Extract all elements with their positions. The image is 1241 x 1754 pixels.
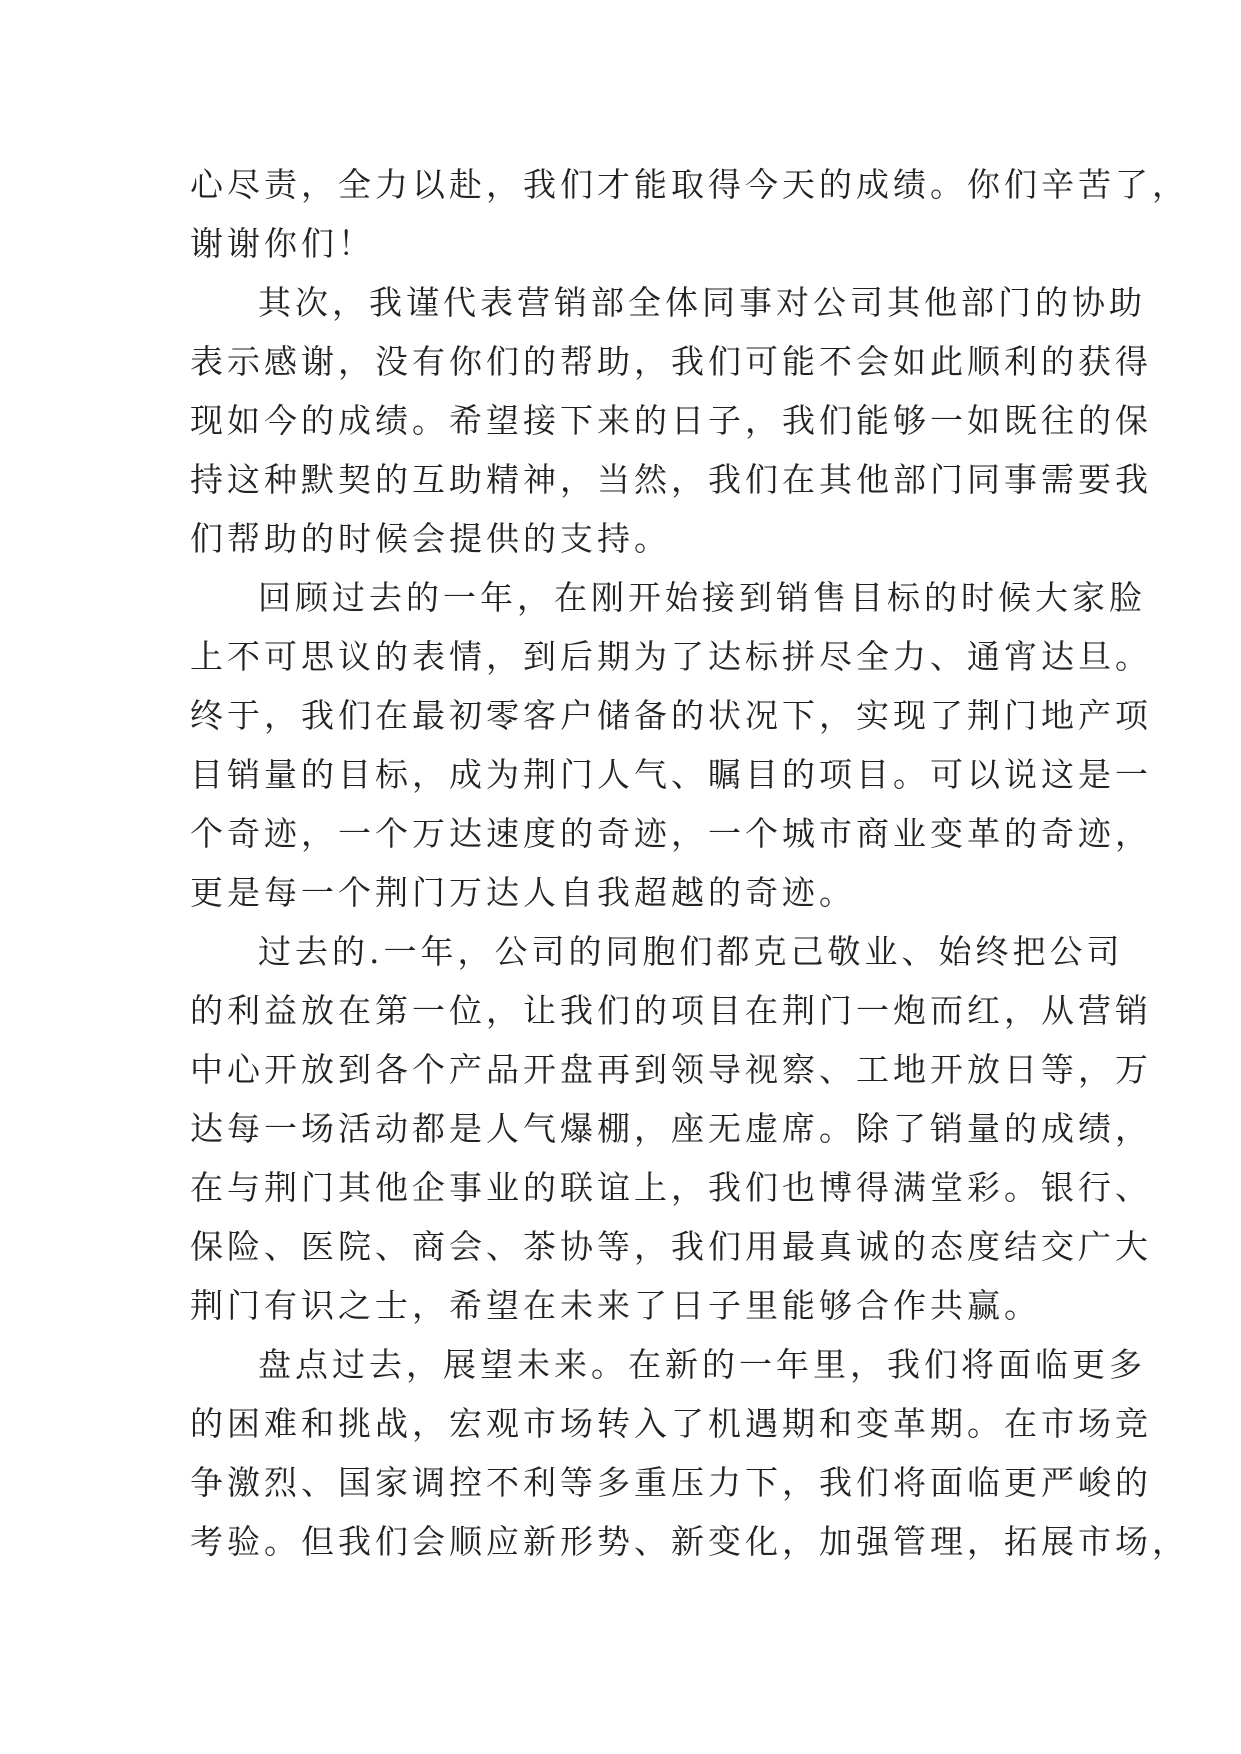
text-line: 的利益放在第一位，让我们的项目在荆门一炮而红，从营销 [190, 991, 1152, 1030]
text-line: 心尽责，全力以赴，我们才能取得今天的成绩。你们辛苦了， [190, 165, 1189, 204]
text-line: 上不可思议的表情，到后期为了达标拼尽全力、通宵达旦。 [190, 637, 1152, 676]
paragraph-review-year [190, 568, 1152, 922]
paragraph-thanks-departments [190, 273, 1152, 568]
paragraph-past-year [190, 922, 1152, 1335]
text-line: 过去的.一年，公司的同胞们都克己敬业、始终把公司 [258, 932, 1124, 971]
text-line: 现如今的成绩。希望接下来的日子，我们能够一如既往的保 [190, 401, 1152, 440]
text-line: 争激烈、国家调控不利等多重压力下，我们将面临更严峻的 [190, 1463, 1152, 1502]
text-line: 荆门有识之士，希望在未来了日子里能够合作共赢。 [190, 1286, 1041, 1325]
text-line: 表示感谢，没有你们的帮助，我们可能不会如此顺利的获得 [190, 342, 1152, 381]
text-line: 个奇迹，一个万达速度的奇迹，一个城市商业变革的奇迹， [190, 814, 1152, 853]
text-line: 盘点过去，展望未来。在新的一年里，我们将面临更多 [258, 1345, 1146, 1384]
text-line: 谢谢你们！ [190, 224, 375, 263]
document-body [190, 155, 1189, 1571]
text-line: 回顾过去的一年，在刚开始接到销售目标的时候大家脸 [258, 578, 1146, 617]
text-line: 在与荆门其他企事业的联谊上，我们也博得满堂彩。银行、 [190, 1168, 1152, 1207]
text-line: 中心开放到各个产品开盘再到领导视察、工地开放日等，万 [190, 1050, 1152, 1089]
text-line: 持这种默契的互助精神，当然，我们在其他部门同事需要我 [190, 460, 1152, 499]
paragraph-thanks-team [190, 155, 1189, 273]
text-line: 终于，我们在最初零客户储备的状况下，实现了荆门地产项 [190, 696, 1152, 735]
paragraph-outlook [190, 1335, 1189, 1571]
text-line: 们帮助的时候会提供的支持。 [190, 519, 671, 558]
text-line: 考验。但我们会顺应新形势、新变化，加强管理，拓展市场， [190, 1522, 1189, 1561]
text-line: 更是每一个荆门万达人自我超越的奇迹。 [190, 873, 856, 912]
text-line: 达每一场活动都是人气爆棚，座无虚席。除了销量的成绩， [190, 1109, 1152, 1148]
text-line: 保险、医院、商会、茶协等，我们用最真诚的态度结交广大 [190, 1227, 1152, 1266]
text-line: 目销量的目标，成为荆门人气、瞩目的项目。可以说这是一 [190, 755, 1152, 794]
text-line: 其次，我谨代表营销部全体同事对公司其他部门的协助 [258, 283, 1146, 322]
text-line: 的困难和挑战，宏观市场转入了机遇期和变革期。在市场竞 [190, 1404, 1152, 1443]
